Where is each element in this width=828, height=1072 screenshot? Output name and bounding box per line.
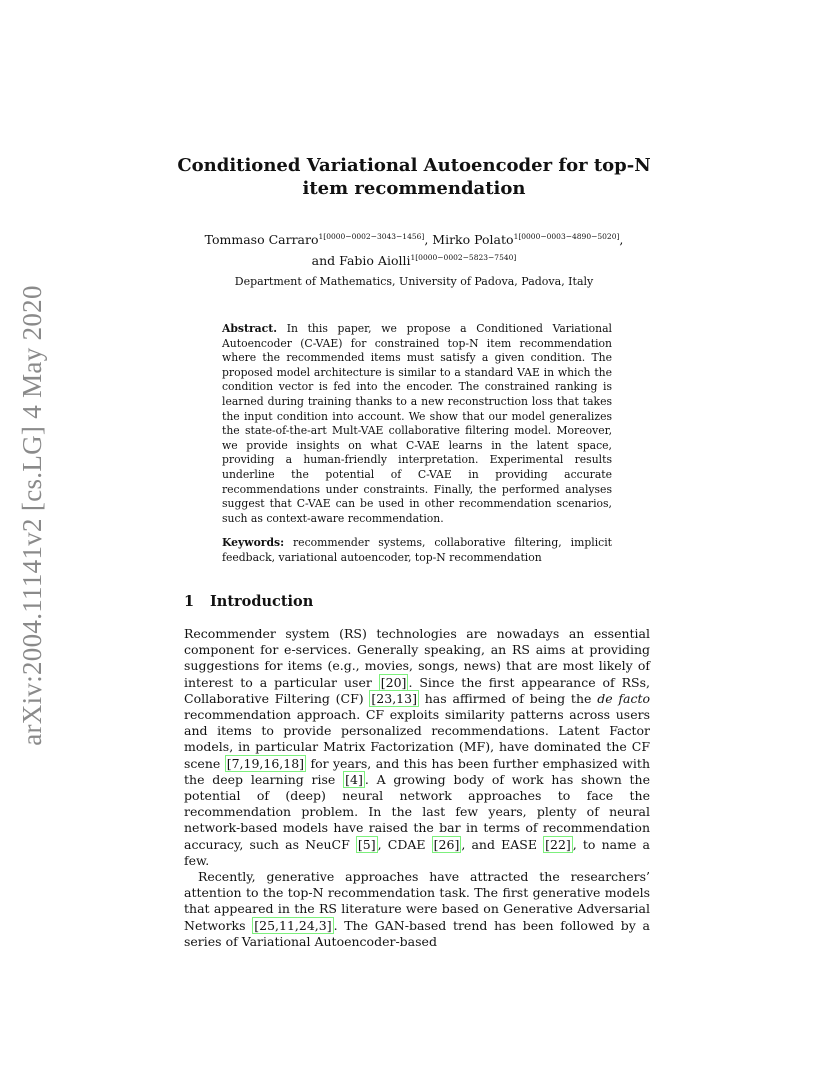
title-line-1: Conditioned Variational Autoencoder for top-N — [177, 155, 651, 176]
author-list — [140, 228, 688, 270]
text-run: , and EASE — [461, 836, 544, 852]
emphasis: de facto — [597, 690, 650, 706]
author-3-orcid: 1[0000−0002−5823−7540] — [410, 253, 517, 263]
body-text — [184, 626, 650, 950]
text-run: Recently, generative approaches have attracted the researchers’ attention to the top-N recommendation task. The first generative models that appeared in the RS literature were based on Generative Adversarial Networks — [184, 869, 650, 933]
paper-title — [140, 154, 688, 200]
text-run: . Since the first appearance of RSs, Collaborative Filtering (CF) — [184, 674, 650, 706]
text-run: , CDAE — [377, 836, 432, 852]
author-2-orcid: 1[0000−0003−4890−5020] — [513, 232, 620, 241]
keywords — [222, 536, 612, 565]
citation-link[interactable]: [25,11,24,3] — [254, 917, 332, 933]
text-run: Recommender system (RS) technologies are nowadays an essential component for e-services. Generally speaking, an RS aims at providing suggestions for items (e.g., movies, songs, news) that are most likely of interest to a particular user — [184, 626, 650, 690]
abstract-text: In this paper, we propose a Conditioned Variational Autoencoder (C-VAE) for constrained top-N item recommendation where the recommended items must satisfy a given condition. The proposed model architecture is similar to a standard VAE in which the condition vector is fed into the encoder. The constrained ranking is learned during training thanks to a new reconstruction loss that takes the input condition into account. We show that our model generalizes the state-of-the-art Mult-VAE collaborative filtering model. Moreover, we provide insights on what C-VAE learns in the latent space, providing a human-friendly interpretation. Experimental results underline the potential of C-VAE in providing accurate recommendations under constraints. Finally, the performed analyses suggest that C-VAE can be used in other recommendation scenarios, such as context-aware recommendation. — [222, 322, 612, 525]
citation-link[interactable]: [20] — [380, 674, 407, 690]
section-title: Introduction — [210, 593, 314, 610]
text-run: , to name a few. — [184, 836, 650, 868]
paragraph-2 — [184, 869, 650, 950]
text-run: . The GAN-based trend has been followed by a series of Variational Autoencoder-based — [184, 917, 650, 949]
section-heading — [184, 593, 313, 610]
arxiv-identifier: arXiv:2004.11141v2 [cs.LG] 4 May 2020 — [16, 284, 47, 746]
citation-link[interactable]: [5] — [357, 836, 376, 852]
citation-link[interactable]: [7,19,16,18] — [226, 755, 305, 771]
keywords-text: recommender systems, collaborative filtering, implicit feedback, variational autoencoder, top-N recommendation — [222, 536, 612, 564]
paragraph-1 — [184, 626, 650, 869]
author-1-orcid: 1[0000−0002−3043−1456] — [318, 232, 425, 241]
abstract-label: Abstract. — [222, 322, 277, 335]
text-run: recommendation approach. CF exploits similarity patterns across users and items to provide personalized recommendations. Latent Factor models, in particular Matrix Factorization (MF), have dominated the CF scene — [184, 707, 650, 771]
arxiv-sidebar — [12, 285, 52, 745]
text-run: has affirmed of being the — [418, 690, 598, 706]
author-1-name: Tommaso Carraro — [204, 232, 319, 248]
title-line-2: item recommendation — [302, 178, 526, 199]
keywords-label: Keywords: — [222, 536, 285, 549]
author-3-name: and Fabio Aiolli — [311, 253, 411, 269]
author-2-name: , Mirko Polato — [424, 232, 514, 248]
text-run: for years, and this has been further emphasized with the deep learning rise — [184, 755, 650, 787]
citation-link[interactable]: [23,13] — [371, 690, 417, 706]
affiliation: Department of Mathematics, University of Padova, Padova, Italy — [234, 275, 594, 288]
citation-link[interactable]: [26] — [433, 836, 460, 852]
citation-link[interactable]: [4] — [345, 771, 363, 787]
citation-link[interactable]: [22] — [545, 836, 571, 852]
text-run: . A growing body of work has shown the potential of (deep) neural network approaches to face the recommendation problem. In the last few years, plenty of neural network-based models have raised the bar in terms of recommendation accuracy, such as NeuCF — [184, 771, 651, 852]
author-separator: , — [619, 232, 624, 248]
section-number: 1 — [184, 593, 195, 610]
abstract — [222, 322, 612, 526]
